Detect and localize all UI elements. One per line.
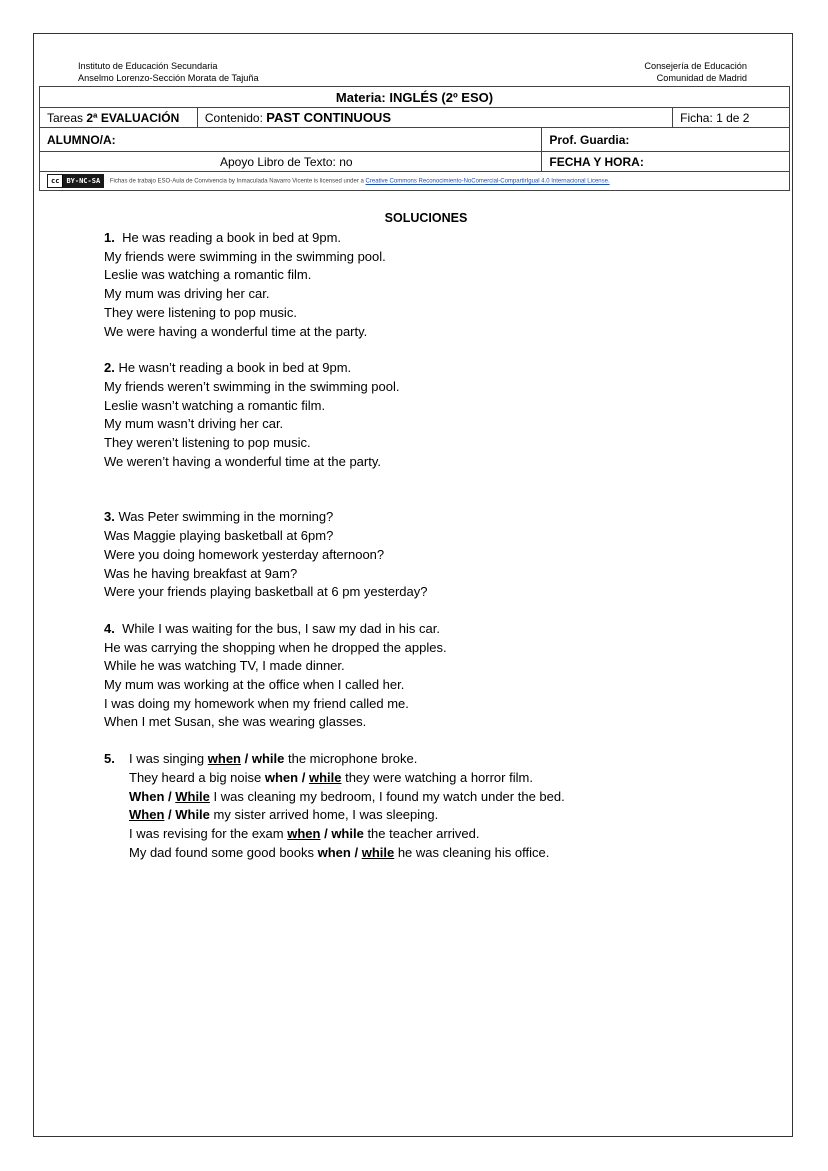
answer-text: the microphone broke. <box>284 751 418 767</box>
answer-line: They were listening to pop music. <box>104 304 297 320</box>
answer-line: My mum was driving her car. <box>104 286 270 302</box>
answer-line: My friends weren’t swimming in the swimming pool. <box>104 378 400 394</box>
selected-option: when <box>287 825 321 841</box>
section-number: 2. <box>104 360 115 376</box>
answer-text: Was Peter swimming in the morning? <box>118 509 334 525</box>
school-name: Instituto de Educación Secundaria <box>78 61 218 71</box>
answer-line <box>104 229 565 248</box>
license-link[interactable]: Creative Commons Reconocimiento-NoComercial-CompartirIgual 4.0 Internacional License. <box>365 178 610 185</box>
solutions-body <box>104 229 565 880</box>
contenido-cell <box>197 108 672 128</box>
selected-option: while <box>361 844 395 860</box>
option: When <box>129 788 165 804</box>
option: when <box>317 844 351 860</box>
answer-line: I was doing my homework when my friend called me. <box>104 695 409 711</box>
selected-option: When <box>129 807 165 823</box>
cc-license-badge <box>47 174 104 188</box>
section-1 <box>104 229 565 341</box>
consejeria: Consejería de Educación <box>644 61 747 71</box>
region-header <box>644 60 747 84</box>
option-separator: / <box>164 788 176 804</box>
cc-badge-text: BY-NC-SA <box>66 177 101 185</box>
option: while <box>331 825 364 841</box>
answer-line: They weren’t listening to pop music. <box>104 435 311 451</box>
answer-line <box>104 508 565 527</box>
option-separator: / <box>298 769 309 785</box>
answer-text: he was cleaning his office. <box>394 844 550 860</box>
selected-option: While <box>175 788 210 804</box>
answer-text: I was revising for the exam <box>129 825 288 841</box>
section-5 <box>104 750 565 862</box>
option: While <box>175 807 210 823</box>
prof-cell: Prof. Guardia: <box>542 128 790 152</box>
answer-line <box>104 788 565 807</box>
answer-line: My friends were swimming in the swimming pool. <box>104 248 386 264</box>
answer-text: He wasn’t reading a book in bed at 9pm. <box>118 360 352 376</box>
answer-line: My mum was working at the office when I called her. <box>104 677 405 693</box>
materia-label: Materia: <box>335 89 386 105</box>
answer-line: Was he having breakfast at 9am? <box>104 565 298 581</box>
selected-option: while <box>308 769 342 785</box>
license-cell <box>40 172 790 191</box>
school-header <box>78 60 259 84</box>
section-number: 1. <box>104 230 115 245</box>
option-separator: / <box>350 844 362 860</box>
comunidad: Comunidad de Madrid <box>656 73 747 83</box>
section-4 <box>104 620 565 732</box>
answer-text: My dad found some good books <box>129 844 318 860</box>
answer-line: My mum wasn’t driving her car. <box>104 416 284 432</box>
answer-text: While I was waiting for the bus, I saw my dad in his car. <box>122 620 440 636</box>
answer-line <box>104 620 565 639</box>
apoyo-cell: Apoyo Libro de Texto: no <box>40 152 542 172</box>
contenido-value: PAST CONTINUOUS <box>266 110 391 125</box>
answer-line: When I met Susan, she was wearing glasses. <box>104 714 367 730</box>
answer-line: Was Maggie playing basketball at 6pm? <box>104 528 334 544</box>
answer-text: the teacher arrived. <box>363 825 480 841</box>
answer-line: Were your friends playing basketball at 6 pm yesterday? <box>104 584 428 600</box>
section-2 <box>104 359 565 471</box>
materia-cell <box>40 87 790 108</box>
tareas-cell <box>40 108 198 128</box>
answer-line: Leslie was watching a romantic film. <box>104 267 312 283</box>
answer-line <box>104 359 565 378</box>
answer-text: He was reading a book in bed at 9pm. <box>122 230 342 245</box>
alumno-cell: ALUMNO/A: <box>40 128 542 152</box>
section-number: 5. <box>104 751 115 767</box>
page-title: SOLUCIONES <box>384 211 468 225</box>
section-number: 3. <box>104 509 115 525</box>
answer-line: Were you doing homework yesterday afternoon? <box>104 546 385 562</box>
contenido-label: Contenido: <box>204 111 263 125</box>
worksheet-header-table <box>39 86 790 191</box>
fecha-cell: FECHA Y HORA: <box>542 152 790 172</box>
selected-option: when <box>207 751 241 767</box>
answer-line: While he was watching TV, I made dinner. <box>104 658 345 674</box>
cc-icon: cc <box>48 175 63 187</box>
answer-line <box>104 844 565 863</box>
school-section: Anselmo Lorenzo-Sección Morata de Tajuña <box>78 73 259 83</box>
option-separator: / <box>241 751 252 767</box>
answer-line <box>104 806 565 825</box>
answer-line <box>104 750 565 769</box>
option: while <box>251 751 285 767</box>
answer-text: they were watching a horror film. <box>341 769 533 785</box>
license-text: Fichas de trabajo ESO-Aula de Convivencia by Inmaculada Navarro Vicente is licensed under a <box>109 178 364 185</box>
materia-value: INGLÉS (2º ESO) <box>389 89 494 105</box>
answer-line: We weren’t having a wonderful time at the party. <box>104 453 381 469</box>
section-number: 4. <box>104 620 115 636</box>
option-separator: / <box>164 807 176 823</box>
answer-text: I was singing <box>129 751 208 767</box>
option: when <box>264 769 299 785</box>
tareas-value: 2ª EVALUACIÓN <box>86 110 180 125</box>
section-3 <box>104 508 565 602</box>
answer-text: I was cleaning my bedroom, I found my watch under the bed. <box>209 788 565 804</box>
answer-line: Leslie wasn’t watching a romantic film. <box>104 397 326 413</box>
ficha-cell: Ficha: 1 de 2 <box>673 108 790 128</box>
answer-line <box>104 769 565 788</box>
answer-line <box>104 825 565 844</box>
answer-text: my sister arrived home, I was sleeping. <box>209 807 439 823</box>
answer-text: They heard a big noise <box>129 769 265 785</box>
answer-line: He was carrying the shopping when he dropped the apples. <box>104 639 447 655</box>
tareas-label: Tareas <box>47 110 84 125</box>
option-separator: / <box>320 825 332 841</box>
answer-line: We were having a wonderful time at the party. <box>104 323 368 339</box>
